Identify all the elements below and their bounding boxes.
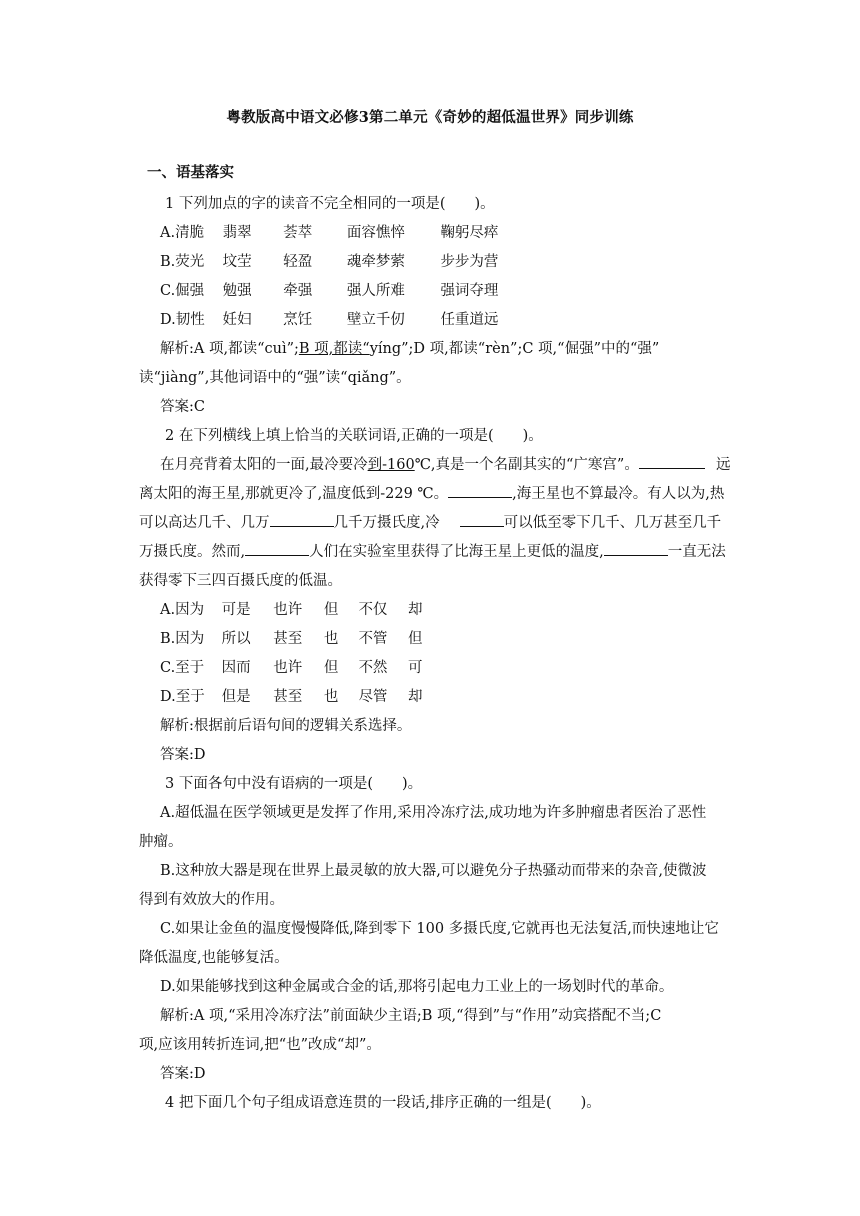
q2-option-a	[160, 600, 760, 620]
q2-analysis: 解析:根据前后语句间的逻辑关系选择。	[160, 718, 412, 734]
q1-analysis-c: yíng”;D 项,都读“rèn”;C 项,“倔强”中的“强”	[369, 341, 660, 357]
q1-option-d	[160, 310, 760, 330]
q2-b-w2: 所以	[221, 631, 251, 647]
q2-blank-2	[448, 484, 512, 498]
q1-b-w5: 步步为营	[440, 254, 499, 270]
q2-c-w5: 不然	[358, 660, 388, 676]
q1-answer: 答案:C	[160, 399, 205, 415]
q2-b-w5: 不管	[358, 631, 388, 647]
q2-p4a: 万摄氏度。然而,	[139, 544, 246, 560]
q2-option-d	[160, 687, 760, 707]
q2-p1d: 远	[716, 457, 731, 473]
q2-passage-line3	[139, 513, 739, 533]
section-heading: 一、语基落实	[147, 164, 234, 181]
q2-b-w6: 但	[408, 631, 423, 647]
q3-answer: 答案:D	[160, 1066, 206, 1082]
q2-p3a: 可以高达几千、几万	[139, 515, 270, 531]
q3-option-c-line2: 降低温度,也能够复活。	[139, 950, 289, 966]
q2-a-w5: 不仅	[358, 602, 388, 618]
q3-stem: 3 下面各句中没有语病的一项是( )。	[165, 776, 423, 792]
q3-analysis-line2: 项,应该用转折连词,把“也”改成“却”。	[139, 1037, 381, 1053]
q2-c-w4: 但	[323, 660, 339, 676]
q3-option-c-line1: C.如果让金鱼的温度慢慢降低,降到零下 100 多摄氏度,它就再也无法复活,而快速地让它	[160, 921, 719, 937]
q2-blank-6	[604, 542, 668, 556]
q1-a-w1: A.清脆	[160, 225, 205, 241]
q2-p4b: 人们在实验室里获得了比海王星上更低的温度,	[309, 544, 604, 560]
q2-option-b	[160, 629, 760, 649]
q2-c-w6: 可	[408, 660, 423, 676]
q2-d-w1: D.至于	[160, 689, 205, 705]
q1-b-w2: 坟茔	[222, 254, 252, 270]
q1-a-w5: 鞠躬尽瘁	[440, 225, 499, 241]
q1-c-w4: 强人所难	[346, 283, 405, 299]
q1-d-w4: 壁立千仞	[346, 312, 405, 328]
q3-option-b-line2: 得到有效放大的作用。	[139, 892, 284, 908]
q2-p3c: 可以低至零下几千、几万甚至几千	[503, 515, 722, 531]
q2-a-w2: 可是	[221, 602, 251, 618]
q2-a-w3: 也许	[273, 602, 303, 618]
q2-p2a: 离太阳的海王星,那就更冷了,温度低到-229 ℃。	[139, 486, 449, 502]
q1-c-w1: C.倔强	[160, 283, 205, 299]
q2-p2b: ,海王星也不算最冷。有人以为,热	[512, 486, 725, 502]
q2-b-w4: 也	[323, 631, 339, 647]
q2-a-w1: A.因为	[160, 602, 205, 618]
q1-a-w4: 面容憔悴	[346, 225, 405, 241]
q4-stem: 4 把下面几个句子组成语意连贯的一段话,排序正确的一组是( )。	[165, 1095, 601, 1111]
document-title: 粤教版高中语文必修3第二单元《奇妙的超低温世界》同步训练	[226, 109, 634, 126]
q2-stem: 2 在下列横线上填上恰当的关联词语,正确的一项是( )。	[165, 428, 543, 444]
q2-answer: 答案:D	[160, 747, 206, 763]
q1-d-w1: D.韧性	[160, 312, 205, 328]
q2-option-c	[160, 658, 760, 678]
q1-c-w3: 牵强	[283, 283, 313, 299]
q2-c-w2: 因而	[221, 660, 251, 676]
q1-c-w2: 勉强	[222, 283, 252, 299]
q3-option-a-line1: A.超低温在医学领域更是发挥了作用,采用冷冻疗法,成功地为许多肿瘤患者医治了恶性	[160, 805, 707, 821]
q1-d-w2: 妊妇	[222, 312, 252, 328]
q2-blank-3	[270, 513, 334, 527]
q1-d-w5: 任重道远	[440, 312, 499, 328]
q1-analysis-b: B 项,都读“	[298, 341, 370, 357]
q2-p4c: 一直无法	[667, 544, 726, 560]
q2-p1c: ℃,真是一个名副其实的“广寒宫”。	[414, 457, 639, 473]
q1-analysis-a: 解析:A 项,都读“cuì”;	[160, 341, 299, 357]
q1-b-w3: 轻盈	[283, 254, 313, 270]
q1-a-w2: 翡翠	[222, 225, 252, 241]
q3-option-a-line2: 肿瘤。	[139, 834, 183, 850]
q2-a-w4: 但	[323, 602, 339, 618]
q2-b-w1: B.因为	[160, 631, 205, 647]
q2-c-w1: C.至于	[160, 660, 205, 676]
q1-b-w4: 魂牵梦萦	[346, 254, 405, 270]
q1-option-a	[160, 223, 760, 243]
q2-d-w4: 也	[323, 689, 339, 705]
q3-option-d: D.如果能够找到这种金属或合金的话,那将引起电力工业上的一场划时代的革命。	[160, 979, 674, 995]
q2-p1a: 在月亮背着太阳的一面,最冷要冷	[160, 457, 368, 473]
q2-d-w5: 尽管	[358, 689, 388, 705]
q1-d-w3: 烹饪	[283, 312, 313, 328]
q1-option-b	[160, 252, 760, 272]
q1-analysis-line2: 读“jiàng”,其他词语中的“强”读“qiǎng”。	[139, 370, 411, 386]
q2-passage-line2	[139, 484, 739, 504]
q2-blank-1	[639, 455, 705, 469]
q2-passage-line5: 获得零下三四百摄氏度的低温。	[139, 573, 342, 589]
q2-blank-4	[460, 513, 504, 527]
q3-analysis-line1: 解析:A 项,“采用冷冻疗法”前面缺少主语;B 项,“得到”与“作用”动宾搭配不当;C	[160, 1008, 662, 1024]
q2-p1b: 到-160	[367, 457, 415, 473]
q2-b-w3: 甚至	[273, 631, 303, 647]
q2-d-w6: 却	[408, 689, 423, 705]
q2-c-w3: 也许	[273, 660, 303, 676]
q2-p3b: 几千万摄氏度,冷	[333, 515, 440, 531]
q2-d-w2: 但是	[221, 689, 251, 705]
q3-option-b-line1: B.这种放大器是现在世界上最灵敏的放大器,可以避免分子热骚动而带来的杂音,使微波	[160, 863, 707, 879]
q1-stem: 1 下列加点的字的读音不完全相同的一项是( )。	[165, 196, 495, 212]
q2-a-w6: 却	[408, 602, 423, 618]
q1-option-c	[160, 281, 760, 301]
q1-b-w1: B.荧光	[160, 254, 205, 270]
q1-a-w3: 荟萃	[283, 225, 313, 241]
q2-passage-line1	[160, 455, 760, 475]
q1-analysis-line1	[160, 339, 760, 359]
q2-d-w3: 甚至	[273, 689, 303, 705]
q1-c-w5: 强词夺理	[440, 283, 499, 299]
q2-blank-5	[245, 542, 309, 556]
q2-passage-line4	[139, 542, 739, 562]
